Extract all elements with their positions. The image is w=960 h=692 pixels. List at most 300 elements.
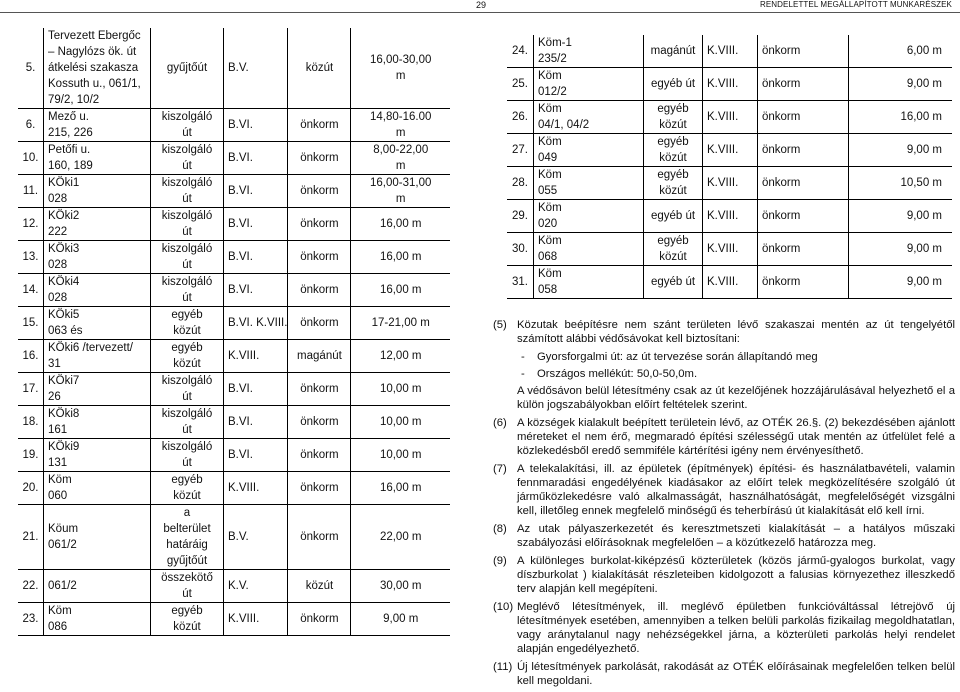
road-type-line: egyéb bbox=[657, 235, 689, 247]
road-name bbox=[44, 109, 151, 142]
road-name-line: 055 bbox=[538, 185, 558, 197]
row-number-line: 11. bbox=[22, 185, 39, 197]
table-row bbox=[18, 439, 450, 472]
row-number bbox=[18, 208, 44, 241]
road-name-line: 160, 189 bbox=[48, 160, 93, 172]
road-type-line: közút bbox=[659, 152, 687, 164]
road-type-line: egyéb bbox=[657, 103, 689, 115]
road-width-line: 9,00 m bbox=[906, 210, 942, 222]
road-category-line: K.VIII. bbox=[707, 210, 739, 222]
note-text: Új létesítmények parkolását, rakodását az OTÉK előírásainak megfelelően telken belül kell megoldani. bbox=[517, 661, 955, 687]
road-category bbox=[224, 373, 288, 406]
table-row bbox=[18, 307, 450, 340]
road-type-line: határáig bbox=[166, 539, 208, 551]
road-category bbox=[224, 472, 288, 505]
road-category-line: B.VI. bbox=[228, 119, 253, 131]
road-name bbox=[534, 35, 644, 68]
road-owner bbox=[288, 109, 351, 142]
road-category bbox=[703, 134, 758, 167]
row-number bbox=[18, 307, 44, 340]
note-6 bbox=[493, 416, 955, 458]
row-number-line: 25. bbox=[512, 78, 528, 90]
row-number bbox=[18, 505, 44, 570]
road-name bbox=[44, 340, 151, 373]
road-type-line: egyéb bbox=[657, 136, 689, 148]
road-type-line: közút bbox=[173, 490, 201, 502]
road-name bbox=[534, 134, 644, 167]
road-owner-line: önkorm bbox=[300, 251, 339, 263]
road-name-line: 161 bbox=[48, 424, 68, 436]
note-number: (6) bbox=[493, 417, 507, 429]
note-8 bbox=[493, 522, 955, 550]
row-number-line: 30. bbox=[512, 243, 528, 255]
table-row bbox=[18, 472, 450, 505]
road-width bbox=[849, 101, 953, 134]
road-width-line: m bbox=[395, 127, 406, 139]
road-type-line: gyűjtőút bbox=[166, 62, 208, 74]
road-name bbox=[44, 208, 151, 241]
road-owner-line: önkorm bbox=[300, 185, 339, 197]
road-owner-line: önkorm bbox=[762, 45, 801, 57]
road-category bbox=[224, 109, 288, 142]
table-row bbox=[18, 208, 450, 241]
road-type-line: út bbox=[182, 424, 192, 436]
road-category bbox=[224, 340, 288, 373]
road-name-line: 061/2 bbox=[48, 580, 77, 592]
road-type-line: kiszolgáló bbox=[161, 375, 213, 387]
road-name bbox=[534, 200, 644, 233]
road-owner-line: önkorm bbox=[300, 284, 339, 296]
note-5-subparagraph: A védősávon belül létesítmény csak az út kezelőjének hozzájárulásával helyezhető el a külön jogszabályokban előírt feltételek szerint. bbox=[517, 385, 955, 411]
road-owner bbox=[288, 406, 351, 439]
road-category-line: K.VIII. bbox=[228, 482, 260, 494]
road-type bbox=[151, 603, 224, 636]
road-name-line: KÖki3 bbox=[48, 243, 80, 255]
road-width-line: 16,00 m bbox=[379, 218, 422, 230]
road-name bbox=[534, 167, 644, 200]
note-number: (8) bbox=[493, 523, 507, 535]
table-row bbox=[18, 603, 450, 636]
row-number bbox=[507, 266, 534, 299]
road-width-line: 9,00 m bbox=[906, 276, 942, 288]
road-category-line: B.VI. bbox=[228, 284, 253, 296]
road-name-line: Köm bbox=[538, 202, 562, 214]
note-11 bbox=[493, 660, 955, 688]
road-name bbox=[44, 570, 151, 603]
road-category bbox=[224, 28, 288, 109]
road-name-line: KÖki7 bbox=[48, 375, 80, 387]
road-name-line: Petőfi u. bbox=[48, 144, 91, 156]
table-row bbox=[507, 200, 952, 233]
road-width-line: 16,00 m bbox=[900, 111, 942, 123]
row-number-line: 23. bbox=[22, 613, 39, 625]
road-name-line: KÖki8 bbox=[48, 408, 80, 420]
note-number: (9) bbox=[493, 555, 507, 567]
road-name bbox=[44, 274, 151, 307]
road-width bbox=[849, 134, 953, 167]
road-owner-line: önkorm bbox=[762, 111, 801, 123]
road-name-line: 058 bbox=[538, 284, 558, 296]
road-owner bbox=[288, 439, 351, 472]
table-row bbox=[18, 505, 450, 570]
road-category bbox=[224, 142, 288, 175]
road-owner bbox=[758, 266, 849, 299]
road-category bbox=[703, 35, 758, 68]
road-owner-line: önkorm bbox=[300, 416, 339, 428]
road-type-line: közút bbox=[173, 358, 201, 370]
road-width bbox=[351, 109, 450, 142]
row-number bbox=[18, 175, 44, 208]
road-owner-line: önkorm bbox=[762, 243, 801, 255]
road-owner-line: önkorm bbox=[300, 218, 339, 230]
road-name-line: Köm bbox=[538, 169, 562, 181]
road-name-line: 086 bbox=[48, 621, 68, 633]
road-type bbox=[644, 134, 703, 167]
road-width-line: m bbox=[395, 160, 406, 172]
road-name-line: 131 bbox=[48, 457, 68, 469]
road-category-line: B.V. bbox=[228, 531, 249, 543]
road-type-line: egyéb út bbox=[650, 78, 696, 90]
road-name-line: Köm bbox=[538, 136, 562, 148]
road-type-line: egyéb út bbox=[650, 276, 696, 288]
road-category bbox=[703, 200, 758, 233]
road-name-line: 222 bbox=[48, 226, 68, 238]
road-category-line: B.VI. bbox=[228, 152, 253, 164]
road-name bbox=[44, 373, 151, 406]
bullet-item bbox=[521, 350, 955, 364]
row-number bbox=[18, 570, 44, 603]
road-owner bbox=[288, 274, 351, 307]
road-type-line: út bbox=[182, 160, 192, 172]
road-category bbox=[224, 603, 288, 636]
road-owner bbox=[758, 200, 849, 233]
road-width-line: 10,00 m bbox=[379, 416, 422, 428]
road-type-line: belterület bbox=[163, 523, 211, 535]
road-category bbox=[224, 406, 288, 439]
table-row bbox=[507, 266, 952, 299]
note-text: A telekalakítási, ill. az épületek (építmények) építési- és használatbavételi, valamin fennmaradási engedélyének kiadásakor az előírt telek megközelítésére szolgáló út járműközlekedésre való alkalmasságát, használhatóságát, megfelelőségét vizsgálni kell, illetőleg ennek megfelelő minőségű és teherbírású út kialakítását elő kell írni. bbox=[517, 463, 955, 517]
road-width-line: 16,00 m bbox=[379, 251, 422, 263]
road-name-line: 063 és bbox=[48, 325, 83, 337]
road-width-line: 16,00-31,00 bbox=[370, 177, 432, 189]
road-width bbox=[849, 35, 953, 68]
road-type bbox=[151, 373, 224, 406]
row-number bbox=[18, 373, 44, 406]
table-row bbox=[18, 142, 450, 175]
table-row bbox=[18, 274, 450, 307]
road-owner bbox=[758, 35, 849, 68]
road-owner bbox=[288, 603, 351, 636]
road-width-line: 10,50 m bbox=[900, 177, 942, 189]
road-owner bbox=[288, 570, 351, 603]
road-width bbox=[849, 233, 953, 266]
road-width bbox=[351, 175, 450, 208]
road-type-line: egyéb bbox=[171, 605, 203, 617]
road-name-line: 31 bbox=[48, 358, 61, 370]
bullet-text: Országos mellékút: 50,0-50,0m. bbox=[537, 368, 698, 380]
row-number-line: 13. bbox=[22, 251, 39, 263]
road-width-line: 17-21,00 m bbox=[371, 317, 430, 329]
road-name-line: 060 bbox=[48, 490, 68, 502]
road-name-line: 049 bbox=[538, 152, 558, 164]
road-width-line: 16,00 m bbox=[379, 284, 422, 296]
road-type bbox=[151, 28, 224, 109]
note-text: Meglévő létesítmények, ill. meglévő épületben funkcióváltással létrejövő új létesítmények esetében, amennyiben a telken belüli parkolás fizikailag megoldhatatlan, vagy aránytalanul nagy nehézségekkel járna, a közterületi parkolás helyi rendelet alapján engedélyezhető. bbox=[517, 601, 955, 655]
row-number-line: 17. bbox=[22, 383, 39, 395]
road-name-line: 068 bbox=[538, 251, 558, 263]
note-5 bbox=[493, 318, 955, 346]
road-width-line: m bbox=[395, 193, 406, 205]
road-width bbox=[351, 307, 450, 340]
road-owner-line: önkorm bbox=[762, 78, 801, 90]
road-name-line: 79/2, 10/2 bbox=[48, 94, 100, 106]
road-owner-line: önkorm bbox=[300, 449, 339, 461]
road-category bbox=[703, 68, 758, 101]
road-type-line: gyűjtőút bbox=[166, 555, 208, 567]
row-number-line: 24. bbox=[512, 45, 528, 57]
road-owner-line: közút bbox=[305, 62, 334, 74]
road-name-line: 028 bbox=[48, 292, 68, 304]
row-number bbox=[507, 200, 534, 233]
row-number-line: 14. bbox=[22, 284, 39, 296]
road-type-line: út bbox=[182, 259, 192, 271]
row-number bbox=[18, 142, 44, 175]
road-width bbox=[849, 68, 953, 101]
road-owner bbox=[758, 167, 849, 200]
road-name-line: 012/2 bbox=[538, 86, 567, 98]
row-number-line: 15. bbox=[22, 317, 39, 329]
road-owner-line: közút bbox=[305, 580, 334, 592]
road-width bbox=[849, 200, 953, 233]
road-type bbox=[644, 167, 703, 200]
road-owner-line: önkorm bbox=[762, 276, 801, 288]
row-number bbox=[507, 167, 534, 200]
row-number-line: 16. bbox=[22, 350, 39, 362]
road-type bbox=[644, 101, 703, 134]
road-name-line: 215, 226 bbox=[48, 127, 93, 139]
road-width bbox=[849, 266, 953, 299]
road-width bbox=[351, 373, 450, 406]
road-name-line: Köm bbox=[538, 70, 562, 82]
road-name bbox=[44, 406, 151, 439]
road-type-line: út bbox=[182, 391, 192, 403]
road-type bbox=[644, 35, 703, 68]
road-type-line: egyéb bbox=[171, 474, 203, 486]
road-category-line: K.VIII. bbox=[707, 78, 739, 90]
road-owner bbox=[288, 505, 351, 570]
road-category-line: K.VIII. bbox=[228, 613, 260, 625]
road-name-line: 235/2 bbox=[538, 53, 567, 65]
road-type-line: közút bbox=[659, 251, 687, 263]
note-9 bbox=[493, 554, 955, 596]
road-width-line: 16,00 m bbox=[379, 482, 422, 494]
table-row bbox=[18, 109, 450, 142]
road-owner bbox=[758, 233, 849, 266]
row-number-line: 18. bbox=[22, 416, 39, 428]
row-number bbox=[18, 274, 44, 307]
road-owner-line: önkorm bbox=[762, 177, 801, 189]
road-width-line: 9,00 m bbox=[383, 613, 419, 625]
row-number-line: 31. bbox=[512, 276, 528, 288]
road-owner bbox=[758, 101, 849, 134]
road-name bbox=[534, 101, 644, 134]
road-width-line: 12,00 m bbox=[379, 350, 422, 362]
road-type-line: közút bbox=[173, 621, 201, 633]
road-type bbox=[644, 233, 703, 266]
road-name bbox=[44, 142, 151, 175]
road-category bbox=[224, 505, 288, 570]
row-number bbox=[18, 439, 44, 472]
road-width bbox=[351, 340, 450, 373]
note-number: (11) bbox=[493, 661, 513, 673]
road-type bbox=[151, 505, 224, 570]
row-number-line: 10. bbox=[22, 152, 39, 164]
road-name bbox=[44, 472, 151, 505]
road-category-line: K.VIII. bbox=[707, 111, 739, 123]
table-row bbox=[18, 373, 450, 406]
row-number bbox=[507, 35, 534, 68]
road-category-line: B.VI. bbox=[228, 449, 253, 461]
road-owner-line: önkorm bbox=[762, 144, 801, 156]
road-name-line: Köm bbox=[538, 268, 562, 280]
road-name-line: KÖki2 bbox=[48, 210, 80, 222]
bullet-dash: - bbox=[521, 351, 525, 363]
road-type-line: kiszolgáló bbox=[161, 408, 213, 420]
road-type bbox=[151, 241, 224, 274]
road-category bbox=[224, 307, 288, 340]
road-width-line: 9,00 m bbox=[906, 78, 942, 90]
road-width bbox=[351, 505, 450, 570]
road-name bbox=[44, 603, 151, 636]
road-name-line: Köm bbox=[48, 605, 72, 617]
road-type bbox=[151, 274, 224, 307]
road-name bbox=[44, 505, 151, 570]
note-text: A különleges burkolat-kiképzésű közterületek (közös jármű-gyalogos burkolat, vagy díszburkolat ) kialakítását részleteiben kidolgozott a falusias környezethez illeszkedő terv alapján kell megépíteni. bbox=[517, 555, 955, 595]
row-number bbox=[18, 603, 44, 636]
road-type-line: út bbox=[182, 588, 192, 600]
road-width-line: 9,00 m bbox=[906, 243, 942, 255]
note-number: (7) bbox=[493, 463, 507, 475]
road-category-line: K.VIII. bbox=[228, 350, 260, 362]
road-name-line: 028 bbox=[48, 193, 68, 205]
road-type-line: összekötő bbox=[161, 572, 213, 584]
road-type bbox=[151, 142, 224, 175]
road-name-line: KÖki6 /tervezett/ bbox=[48, 342, 134, 354]
road-category-line: K.VIII. bbox=[707, 177, 739, 189]
road-owner-line: önkorm bbox=[762, 210, 801, 222]
road-owner bbox=[288, 340, 351, 373]
road-name-line: átkelési szakasza bbox=[48, 62, 139, 74]
note-7 bbox=[493, 462, 955, 518]
note-text: A községek kialakult beépített területein lévő, az OTÉK 26.§. (2) bekezdésében ajánlott méreteket el nem érő, megmaradó építési szélességű utak mentén az útfelület felé a közlekedésből eredő semmiféle kártérítési igény nem érvényesíthető. bbox=[517, 417, 955, 457]
road-owner-line: önkorm bbox=[300, 531, 339, 543]
row-number bbox=[18, 406, 44, 439]
road-width-line: 14,80-16.00 bbox=[370, 111, 432, 123]
row-number bbox=[18, 241, 44, 274]
row-number-line: 20. bbox=[22, 482, 39, 494]
page-number: 29 bbox=[476, 0, 487, 10]
road-owner-line: magánút bbox=[297, 350, 342, 362]
road-category bbox=[224, 208, 288, 241]
row-number-line: 22. bbox=[22, 580, 39, 592]
row-number-line: 26. bbox=[512, 111, 528, 123]
road-owner bbox=[288, 241, 351, 274]
road-name-line: Kossuth u., 061/1, bbox=[48, 78, 141, 90]
road-category-line: B.VI. bbox=[228, 185, 253, 197]
road-name-line: KÖki1 bbox=[48, 177, 80, 189]
bullet-dash: - bbox=[521, 368, 525, 380]
road-type-line: kiszolgáló bbox=[161, 144, 213, 156]
road-category-line: K.VIII. bbox=[707, 144, 739, 156]
road-owner-line: önkorm bbox=[300, 383, 339, 395]
road-owner-line: önkorm bbox=[300, 482, 339, 494]
road-name-line: 061/2 bbox=[48, 539, 77, 551]
road-type-line: út bbox=[182, 193, 192, 205]
road-owner-line: önkorm bbox=[300, 613, 339, 625]
road-type bbox=[151, 109, 224, 142]
road-category-line: K.VIII. bbox=[707, 243, 739, 255]
left-roads-table bbox=[18, 28, 450, 636]
notes-section bbox=[493, 318, 955, 692]
row-number bbox=[18, 109, 44, 142]
running-header: RENDELETTEL MEGÁLLAPÍTOTT MUNKARÉSZEK bbox=[759, 0, 952, 9]
road-name-line: 028 bbox=[48, 259, 68, 271]
road-width-line: 22,00 m bbox=[379, 531, 422, 543]
road-name-line: Köm bbox=[538, 103, 562, 115]
road-name-line: Köm-1 bbox=[538, 37, 572, 49]
road-type-line: egyéb bbox=[657, 169, 689, 181]
road-category-line: B.VI. bbox=[228, 416, 253, 428]
road-type bbox=[151, 340, 224, 373]
road-type bbox=[151, 439, 224, 472]
table-row bbox=[507, 35, 952, 68]
table-row bbox=[18, 406, 450, 439]
road-type bbox=[151, 208, 224, 241]
road-owner bbox=[288, 472, 351, 505]
road-name-line: KÖki5 bbox=[48, 309, 80, 321]
road-category-line: B.V. bbox=[228, 62, 249, 74]
road-owner bbox=[758, 134, 849, 167]
bullet-text: Gyorsforgalmi út: az út tervezése során állapítandó meg bbox=[537, 351, 818, 363]
road-name bbox=[534, 233, 644, 266]
table-row bbox=[18, 241, 450, 274]
road-name bbox=[44, 28, 151, 109]
road-name bbox=[534, 68, 644, 101]
note-text: Az utak pályaszerkezetét és keresztmetszeti kialakítását – a hatályos műszaki szabályozási előírásoknak megfelelően – a közútkezelő határozza meg. bbox=[517, 523, 955, 549]
row-number-line: 19. bbox=[22, 449, 39, 461]
road-width-line: 9,00 m bbox=[906, 144, 942, 156]
road-category bbox=[703, 233, 758, 266]
row-number bbox=[18, 472, 44, 505]
row-number bbox=[507, 233, 534, 266]
row-number-line: 29. bbox=[512, 210, 528, 222]
row-number bbox=[18, 340, 44, 373]
road-name-line: KÖki4 bbox=[48, 276, 80, 288]
road-owner bbox=[288, 175, 351, 208]
road-width-line: 30,00 m bbox=[379, 580, 422, 592]
road-name-line: Mező u. bbox=[48, 111, 89, 123]
road-name bbox=[44, 241, 151, 274]
row-number bbox=[507, 101, 534, 134]
road-name-line: Köm bbox=[538, 235, 562, 247]
road-width bbox=[351, 439, 450, 472]
road-type bbox=[644, 68, 703, 101]
road-width-line: 8,00-22,00 bbox=[373, 144, 429, 156]
road-category-line: K.V. bbox=[228, 580, 249, 592]
road-type-line: kiszolgáló bbox=[161, 111, 213, 123]
road-category bbox=[703, 266, 758, 299]
road-name-line: Köm bbox=[48, 474, 72, 486]
